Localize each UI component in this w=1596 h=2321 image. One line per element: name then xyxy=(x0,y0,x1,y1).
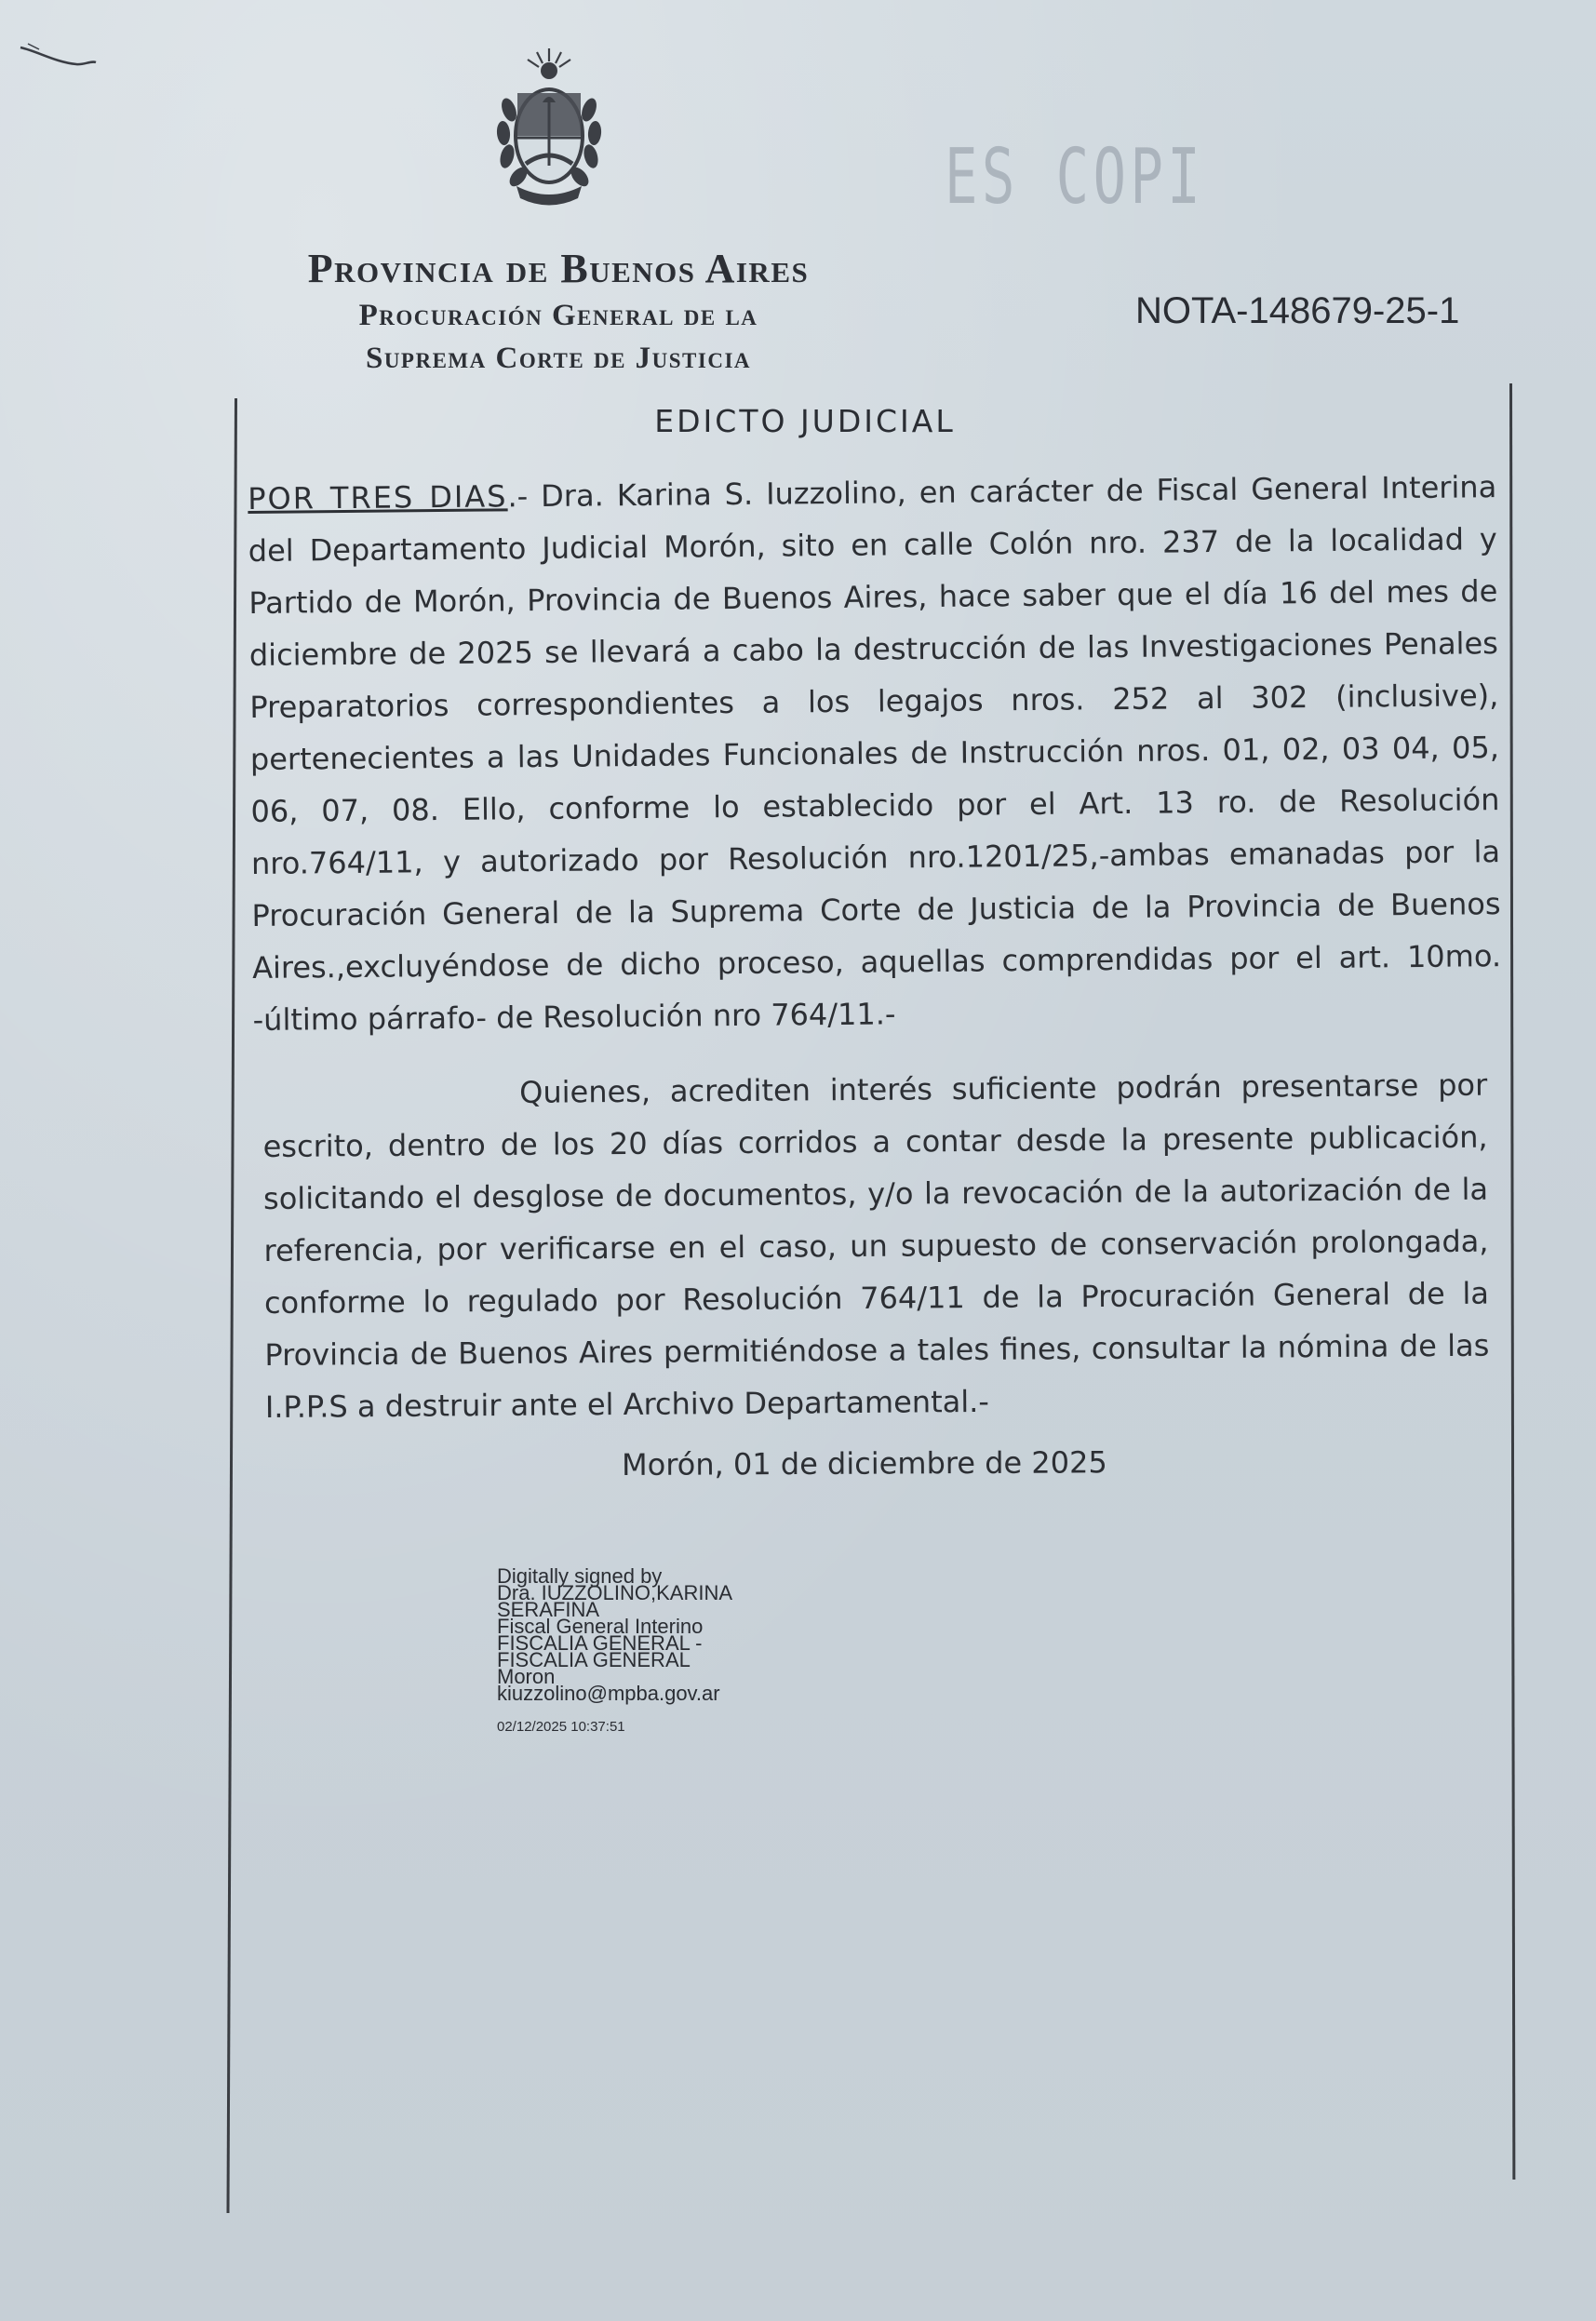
edict-paragraph-2-text: Quienes, acrediten interés suficiente podrán presentarse por escrito, dentro de los 20 días corridos a contar desde la presente publicación, solicitando el desglose de documentos, y/o la revocación de la autorización de la referencia, por verificarse en el caso, un supuesto de conservación prolongada, conforme lo regulado por Resolución 764/11 de la Procuración General de la Provincia de Buenos Aires permitiéndose a tales fines, consultar la nómina de las I.P.P.S a destruir ante el Archivo Departamental.- xyxy=(262,1067,1490,1425)
paragraph-indent xyxy=(262,1103,519,1105)
signature-line: kiuzzolino@mpba.gov.ar xyxy=(497,1682,720,1705)
signature-timestamp: 02/12/2025 10:37:51 xyxy=(497,1719,625,1735)
signature-line: Digitally signed by xyxy=(497,1564,663,1588)
note-reference-number: NOTA-148679-25-1 xyxy=(1135,290,1460,331)
document-title: EDICTO JUDICIAL xyxy=(654,403,956,439)
letterhead-province: Provincia de Buenos Aires xyxy=(307,246,810,291)
digital-signature-block xyxy=(497,1564,733,1736)
right-margin-rule xyxy=(1509,383,1515,2180)
signature-line: Dra. IUZZOLINO,KARINA xyxy=(497,1581,733,1604)
signature-line: Moron xyxy=(497,1665,556,1688)
pen-scratch-mark xyxy=(19,42,98,70)
signature-line: FISCALIA GENERAL xyxy=(497,1648,691,1671)
signature-line: Fiscal General Interino xyxy=(497,1615,704,1638)
edict-paragraph-2 xyxy=(262,1059,1490,1433)
province-coat-of-arms-icon xyxy=(489,45,610,212)
edict-paragraph-1-text: .- Dra. Karina S. Iuzzolino, en carácter de Fiscal General Interina del Departamento Judicial Morón, sito en calle Colón nro. 237 de la localidad y Partido de Morón, Provincia de Buenos Aires, hace saber que el día 16 del mes de diciembre de 2025 se llevará a cabo la destrucción de las Investigaciones Penales Preparatorios correspondientes a los legajos nros. 252 al 302 (inclusive), pertenecientes a las Unidades Funcionales de Instrucción nros. 01, 02, 03 04, 05, 06, 07, 08. Ello, conforme lo establecido por el Art. 13 ro. de Resolución nro.764/11, y autorizado por Resolución nro.1201/25,-ambas emanadas por la Procuración General de la Suprema Corte de Justicia de la Provincia de Buenos Aires.,excluyéndose de dicho proceso, aquellas comprendidas por el art. 10mo. -último párrafo- de Resolución nro 764/11.- xyxy=(248,469,1502,1038)
edict-paragraph-1 xyxy=(248,461,1502,1046)
copy-stamp: ES COPI xyxy=(945,133,1205,221)
left-margin-rule xyxy=(226,398,237,2213)
letterhead-institution: Procuración General de la xyxy=(358,299,758,332)
signature-line: FISCALIA GENERAL - xyxy=(497,1631,703,1655)
letterhead xyxy=(279,244,838,380)
signature-line: SERAFINA xyxy=(497,1598,600,1621)
edict-lead: POR TRES DIAS xyxy=(248,478,508,517)
letterhead-court: Suprema Corte de Justicia xyxy=(365,342,752,375)
place-and-date: Morón, 01 de diciembre de 2025 xyxy=(622,1444,1107,1482)
